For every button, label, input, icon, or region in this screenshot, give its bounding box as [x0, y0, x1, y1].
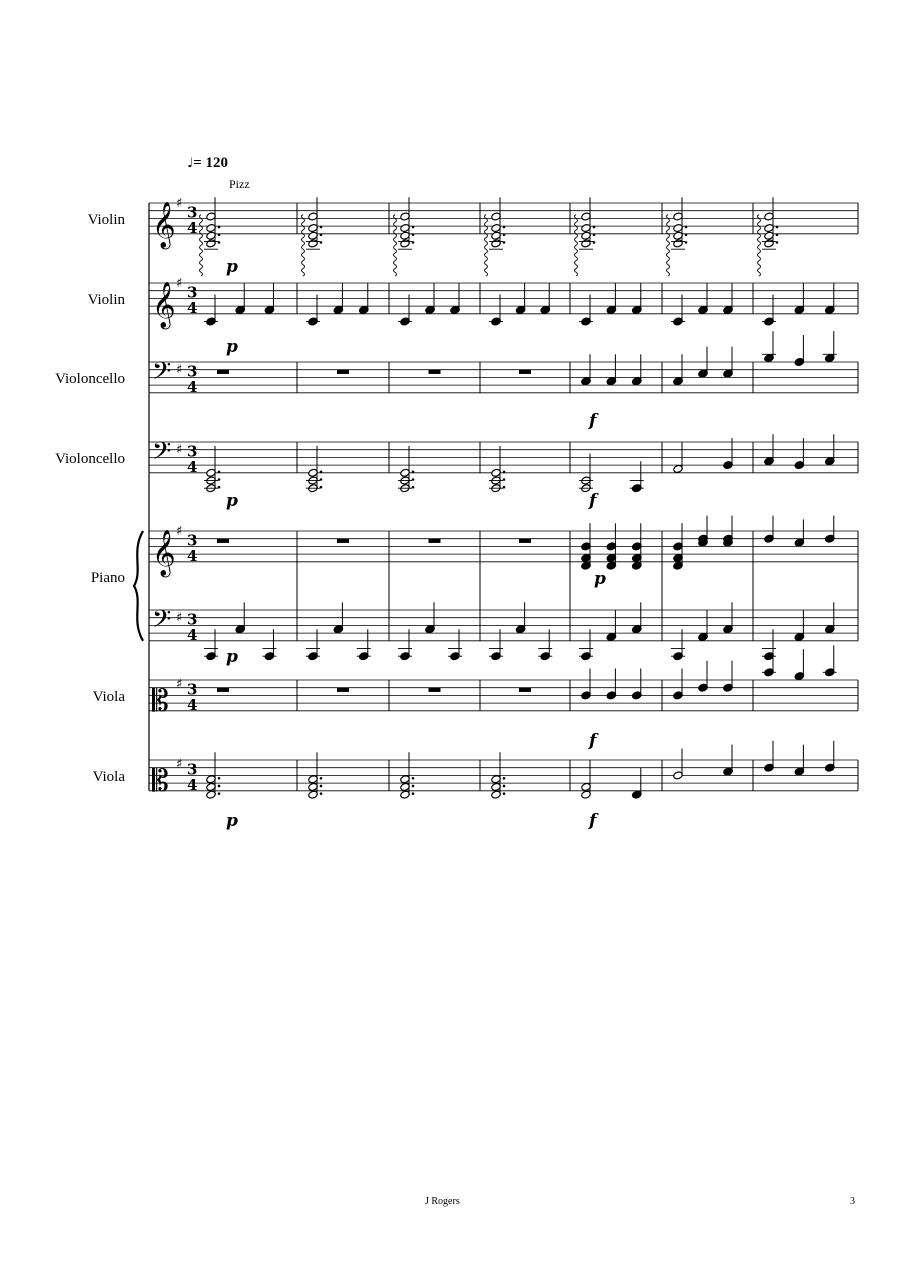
augmentation-dot	[412, 785, 415, 788]
augmentation-dot	[218, 792, 221, 795]
time-signature-top: 3	[187, 680, 198, 699]
time-signature-top: 3	[187, 610, 198, 629]
augmentation-dot	[320, 478, 323, 481]
arpeggio-icon	[758, 215, 761, 277]
key-signature-sharp-icon: ♯	[176, 442, 183, 458]
whole-rest-icon	[519, 539, 531, 543]
time-signature-top: 3	[187, 760, 198, 779]
whole-rest-icon	[429, 539, 441, 543]
pizz-marking: Pizz	[229, 177, 250, 191]
quarter-note-icon: ♩	[187, 156, 194, 171]
augmentation-dot	[503, 233, 506, 236]
time-signature-bottom: 4	[187, 775, 198, 794]
time-signature-bottom: 4	[187, 457, 198, 476]
augmentation-dot	[776, 233, 779, 236]
augmentation-dot	[503, 241, 506, 244]
whole-rest-icon	[429, 370, 441, 374]
arpeggio-icon	[575, 215, 578, 277]
augmentation-dot	[320, 777, 323, 780]
key-signature-sharp-icon: ♯	[176, 756, 183, 772]
augmentation-dot	[218, 471, 221, 474]
augmentation-dot	[412, 478, 415, 481]
dynamic-marking: f	[589, 731, 597, 751]
clef-bass-icon: 𝄢	[152, 437, 172, 473]
augmentation-dot	[320, 486, 323, 489]
time-signature-top: 3	[187, 442, 198, 461]
augmentation-dot	[685, 233, 688, 236]
augmentation-dot	[503, 785, 506, 788]
whole-rest-icon	[337, 539, 349, 543]
augmentation-dot	[218, 777, 221, 780]
augmentation-dot	[685, 226, 688, 229]
tempo-value: = 120	[193, 155, 228, 171]
augmentation-dot	[320, 471, 323, 474]
clef-bass-icon: 𝄢	[152, 605, 172, 641]
augmentation-dot	[503, 478, 506, 481]
augmentation-dot	[320, 792, 323, 795]
augmentation-dot	[593, 241, 596, 244]
composer-name: J Rogers	[425, 1196, 460, 1207]
dynamic-marking: p	[226, 491, 238, 511]
key-signature-sharp-icon: ♯	[176, 610, 183, 626]
staff-label-violin-1: Violin	[87, 212, 125, 228]
arpeggio-icon	[667, 215, 670, 277]
time-signature-bottom: 4	[187, 218, 198, 237]
augmentation-dot	[218, 241, 221, 244]
clef-treble-icon: 𝄞	[152, 281, 176, 328]
dynamic-marking: p	[226, 257, 238, 277]
time-signature-bottom: 4	[187, 298, 198, 317]
dynamic-marking: p	[226, 337, 238, 357]
time-signature-top: 3	[187, 283, 198, 302]
whole-rest-icon	[217, 688, 229, 692]
augmentation-dot	[218, 226, 221, 229]
augmentation-dot	[412, 226, 415, 229]
augmentation-dot	[218, 478, 221, 481]
augmentation-dot	[320, 233, 323, 236]
dynamic-marking: f	[589, 491, 597, 511]
augmentation-dot	[685, 241, 688, 244]
augmentation-dot	[218, 486, 221, 489]
page-number: 3	[850, 1196, 855, 1207]
time-signature-top: 3	[187, 531, 198, 550]
augmentation-dot	[776, 241, 779, 244]
staff-label-cello-2: Violoncello	[55, 451, 125, 467]
augmentation-dot	[412, 792, 415, 795]
whole-rest-icon	[519, 370, 531, 374]
augmentation-dot	[320, 226, 323, 229]
augmentation-dot	[593, 226, 596, 229]
whole-rest-icon	[429, 688, 441, 692]
augmentation-dot	[503, 471, 506, 474]
whole-rest-icon	[337, 370, 349, 374]
augmentation-dot	[503, 226, 506, 229]
augmentation-dot	[776, 226, 779, 229]
key-signature-sharp-icon: ♯	[176, 276, 183, 291]
clef-alto-icon: 𝄡	[152, 683, 169, 719]
augmentation-dot	[503, 792, 506, 795]
arpeggio-icon	[200, 215, 203, 277]
augmentation-dot	[412, 777, 415, 780]
augmentation-dot	[412, 471, 415, 474]
augmentation-dot	[593, 233, 596, 236]
time-signature-bottom: 4	[187, 377, 198, 396]
augmentation-dot	[503, 777, 506, 780]
clef-alto-icon: 𝄡	[152, 763, 169, 799]
augmentation-dot	[218, 233, 221, 236]
augmentation-dot	[503, 486, 506, 489]
whole-rest-icon	[337, 688, 349, 692]
augmentation-dot	[218, 785, 221, 788]
arpeggio-icon	[302, 215, 305, 277]
dynamic-marking: p	[226, 811, 238, 831]
key-signature-sharp-icon: ♯	[176, 676, 183, 692]
dynamic-marking: p	[594, 569, 606, 589]
piano-brace	[134, 531, 143, 641]
staff-label-cello-1: Violoncello	[55, 371, 125, 387]
arpeggio-icon	[485, 215, 488, 277]
augmentation-dot	[412, 233, 415, 236]
dynamic-marking: p	[226, 647, 238, 667]
key-signature-sharp-icon: ♯	[176, 524, 183, 539]
clef-bass-icon: 𝄢	[152, 357, 172, 393]
whole-rest-icon	[519, 688, 531, 692]
time-signature-top: 3	[187, 203, 198, 222]
staff-label-violin-2: Violin	[87, 292, 125, 308]
augmentation-dot	[412, 241, 415, 244]
arpeggio-icon	[394, 215, 397, 277]
dynamic-marking: f	[589, 811, 597, 831]
time-signature-bottom: 4	[187, 546, 198, 565]
clef-treble-icon: 𝄞	[152, 201, 176, 248]
time-signature-bottom: 4	[187, 695, 198, 714]
staff-label-piano: Piano	[90, 570, 125, 586]
time-signature-bottom: 4	[187, 625, 198, 644]
key-signature-sharp-icon: ♯	[176, 362, 183, 378]
whole-rest-icon	[217, 370, 229, 374]
augmentation-dot	[412, 486, 415, 489]
augmentation-dot	[320, 785, 323, 788]
time-signature-top: 3	[187, 362, 198, 381]
dynamic-marking: f	[589, 411, 597, 431]
whole-rest-icon	[217, 539, 229, 543]
key-signature-sharp-icon: ♯	[176, 196, 183, 211]
clef-treble-icon: 𝄞	[152, 529, 176, 576]
augmentation-dot	[320, 241, 323, 244]
staff-label-viola-1: Viola	[92, 689, 125, 705]
staff-label-viola-2: Viola	[92, 769, 125, 785]
